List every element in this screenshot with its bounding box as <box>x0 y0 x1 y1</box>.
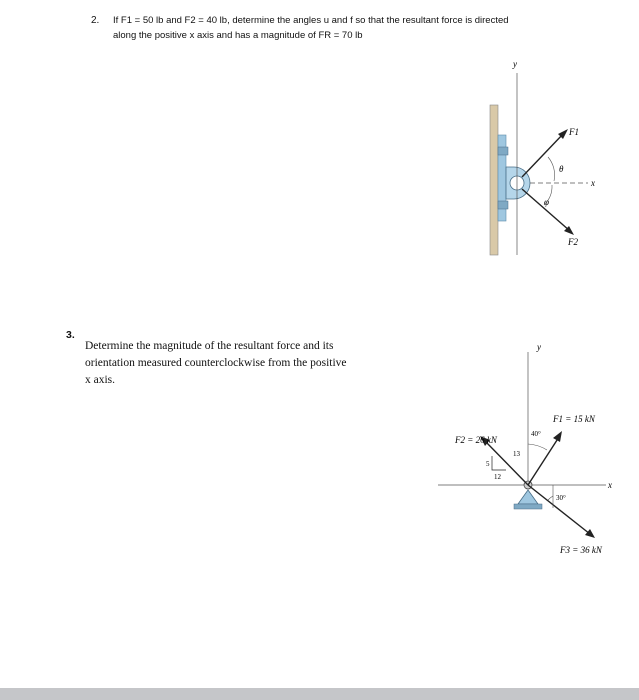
f1-line <box>528 437 559 485</box>
problem-2-line-1: If F1 = 50 lb and F2 = 40 lb, determine the angles u and f so that the resultant force is directed <box>113 15 509 26</box>
slope-12-label: 12 <box>494 473 501 481</box>
f1-label: F1 <box>569 127 579 137</box>
f2-label: F2 <box>568 237 578 247</box>
bolt-top <box>498 147 508 155</box>
f1-label: F1 = 15 kN <box>553 414 595 424</box>
angle-40-label: 40° <box>531 430 541 438</box>
f3-label: F3 = 36 kN <box>560 545 602 555</box>
theta-arc <box>548 157 555 181</box>
slope-13-label: 13 <box>513 450 520 458</box>
wall <box>490 105 498 255</box>
slope-5-label: 5 <box>486 460 490 468</box>
y-axis-label: y <box>513 59 517 69</box>
bolt-bottom <box>498 201 508 209</box>
f1-arrowhead <box>553 431 562 442</box>
f3-line <box>528 485 590 534</box>
slope-triangle <box>492 456 506 470</box>
angle-30-arc <box>548 496 553 500</box>
x-axis-label: x <box>608 480 612 490</box>
problem-3-number: 3. <box>66 329 75 341</box>
problem-2-figure <box>470 55 620 260</box>
angle-30-label: 30° <box>556 494 566 502</box>
problem-3-line-2: orientation measured counterclockwise from the positive <box>85 357 347 369</box>
problem-3-figure <box>430 338 620 573</box>
problem-2-line-2: along the positive x axis and has a magnitude of FR = 70 lb <box>113 30 363 41</box>
y-axis-label: y <box>537 342 541 352</box>
f1-line <box>522 133 564 177</box>
problem-3-line-3: x axis. <box>85 374 116 386</box>
f2-label: F2 = 26 kN <box>455 435 497 445</box>
theta-label: θ <box>559 164 564 174</box>
f2-line <box>485 441 528 485</box>
problem-3-line-1: Determine the magnitude of the resultant force and its <box>85 340 334 352</box>
f2-line <box>522 189 570 231</box>
x-axis-label: x <box>591 178 595 188</box>
pin-support <box>518 490 538 504</box>
angle-40-arc <box>528 444 547 450</box>
problem-2-number: 2. <box>91 15 100 26</box>
phi-label: φ <box>544 197 549 207</box>
support-base <box>514 504 542 509</box>
bottom-strip <box>0 688 639 700</box>
